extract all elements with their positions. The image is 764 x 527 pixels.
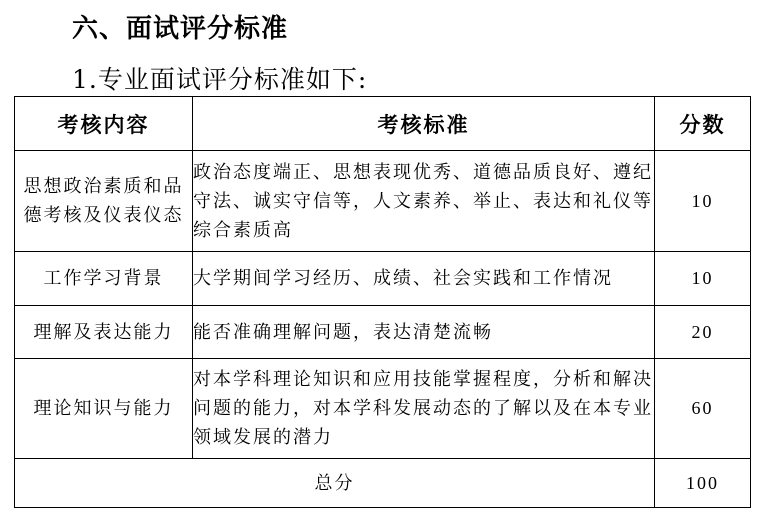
row-content: 理解及表达能力 bbox=[15, 306, 193, 359]
total-row bbox=[15, 459, 751, 508]
section-title: 六、面试评分标准 bbox=[72, 14, 289, 44]
row-standard: 大学期间学习经历、成绩、社会实践和工作情况 bbox=[193, 252, 655, 306]
row-standard: 能否准确理解问题，表达清楚流畅 bbox=[193, 306, 655, 359]
scoring-criteria-table bbox=[14, 96, 751, 508]
table-row bbox=[15, 252, 751, 306]
table-header-row bbox=[15, 97, 751, 151]
table-row bbox=[15, 359, 751, 459]
row-score: 20 bbox=[655, 306, 751, 359]
header-standard: 考核标准 bbox=[193, 97, 655, 151]
row-score: 60 bbox=[655, 359, 751, 459]
row-standard: 对本学科理论知识和应用技能掌握程度，分析和解决问题的能力，对本学科发展动态的了解以及在本专业领域发展的潜力 bbox=[193, 359, 655, 459]
row-score: 10 bbox=[655, 151, 751, 252]
row-content: 工作学习背景 bbox=[15, 252, 193, 306]
header-content: 考核内容 bbox=[15, 97, 193, 151]
row-content: 思想政治素质和品德考核及仪表仪态 bbox=[15, 151, 193, 252]
header-score: 分数 bbox=[655, 97, 751, 151]
total-score: 100 bbox=[655, 459, 751, 508]
row-standard: 政治态度端正、思想表现优秀、道德品质良好、遵纪守法、诚实守信等，人文素养、举止、表达和礼仪等综合素质高 bbox=[193, 151, 655, 252]
table-row bbox=[15, 306, 751, 359]
row-score: 10 bbox=[655, 252, 751, 306]
row-content: 理论知识与能力 bbox=[15, 359, 193, 459]
subtitle: 1.专业面试评分标准如下: bbox=[72, 65, 368, 94]
total-label: 总分 bbox=[15, 459, 655, 508]
table-row bbox=[15, 151, 751, 252]
